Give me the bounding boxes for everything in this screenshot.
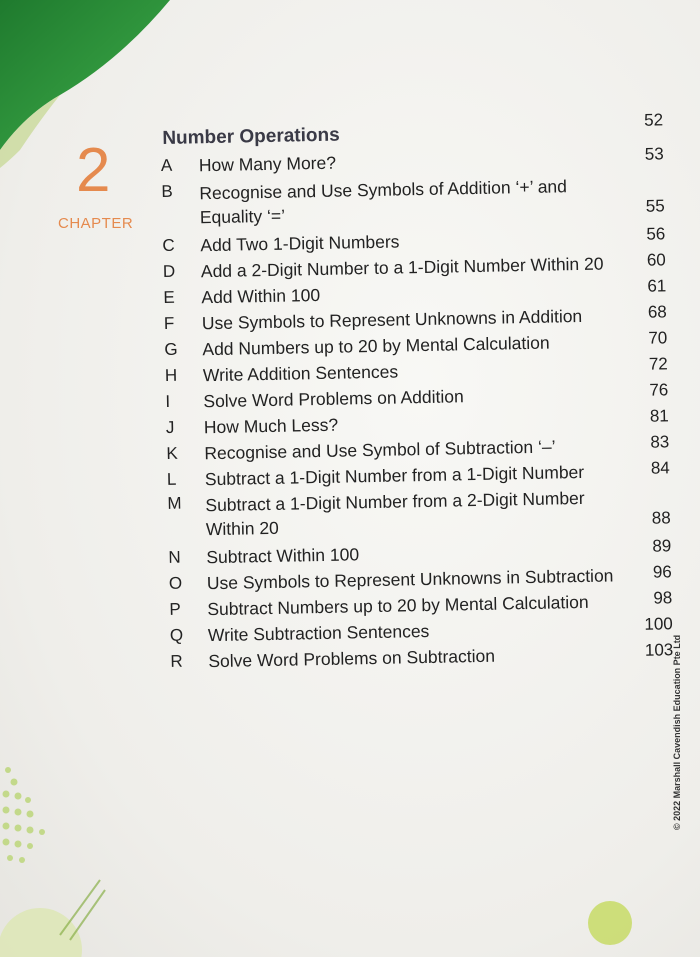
toc-item-letter: G (164, 339, 178, 359)
toc-item-letter: D (162, 261, 176, 281)
toc-item-page: 98 (653, 588, 673, 608)
toc-item[interactable] (167, 484, 673, 546)
toc-item-page: 61 (647, 276, 667, 296)
toc-item-page: 89 (652, 536, 672, 556)
chapter-page-number: 52 (643, 110, 664, 130)
toc-item-title: Subtract Within 100 (206, 544, 360, 568)
toc-item-title: Use Symbols to Represent Unknowns in Subtraction (206, 565, 614, 594)
toc-item-title: Add Within 100 (201, 284, 321, 308)
toc-item-letter: A (160, 155, 173, 175)
toc-item-title: Add Numbers up to 20 by Mental Calculation (202, 332, 550, 360)
toc-item-page: 83 (650, 432, 670, 452)
toc-item-title: Recognise and Use Symbol of Subtraction ‘–’ (204, 436, 556, 464)
toc-item-letter: N (168, 547, 181, 567)
toc-item-title: Write Subtraction Sentences (207, 620, 430, 646)
toc-item-title: How Many More? (198, 152, 337, 176)
toc-item-page: 68 (647, 302, 667, 322)
toc-item-letter: I (165, 391, 171, 411)
toc-item-page: 88 (651, 508, 671, 528)
toc-item-letter: E (163, 287, 175, 307)
toc-item-page: 96 (652, 562, 672, 582)
toc-item-letter: H (164, 365, 178, 385)
copyright-notice: © 2022 Marshall Cavendish Education Pte Ltd (672, 634, 682, 830)
toc-item-page: 53 (644, 144, 664, 164)
toc-item-title: Subtract a 1-Digit Number from a 2-Digit Number Within 20 (205, 487, 585, 540)
toc-item-title: Write Addition Sentences (202, 361, 399, 386)
toc-item-title: Use Symbols to Represent Unknowns in Addition (201, 305, 583, 334)
toc-item-title: Add a 2-Digit Number to a 1-Digit Number Within 20 (200, 253, 604, 282)
toc-item-title: Solve Word Problems on Addition (203, 386, 464, 412)
toc-item-page: 72 (648, 354, 668, 374)
circle-decoration (585, 898, 635, 948)
toc-item-letter: B (161, 181, 173, 201)
toc-item-page: 100 (644, 614, 673, 634)
toc-item-page: 103 (644, 640, 674, 660)
toc-item-letter: Q (169, 625, 184, 645)
toc-item-page: 76 (649, 380, 669, 400)
toc-item-letter: M (167, 493, 182, 513)
toc-item-letter: L (166, 469, 177, 489)
toc-item[interactable] (161, 172, 667, 234)
chapter-title: Number Operations (162, 124, 340, 149)
toc-item-letter: F (163, 313, 175, 333)
chapter-number: 2 (76, 136, 111, 205)
toc-item-title: Add Two 1-Digit Numbers (200, 231, 400, 256)
toc-item-page: 60 (646, 250, 666, 270)
toc-item-title: Recognise and Use Symbols of Addition ‘+’ and Equality ‘=’ (199, 176, 568, 228)
toc-item-letter: K (166, 443, 178, 463)
chapter-label: CHAPTER (58, 215, 134, 232)
dots-decoration (0, 760, 130, 957)
toc-item-title: Solve Word Problems on Subtraction (208, 645, 496, 672)
toc-item-page: 84 (650, 458, 670, 478)
toc-item-title: Subtract Numbers up to 20 by Mental Calculation (207, 591, 589, 620)
toc-item-letter: J (165, 417, 175, 437)
toc-item-page: 70 (648, 328, 668, 348)
table-of-contents (160, 110, 676, 714)
toc-item-letter: R (170, 651, 183, 671)
toc-item-letter: O (168, 573, 183, 593)
toc-item-title: How Much Less? (203, 414, 339, 438)
toc-item-letter: P (169, 599, 181, 619)
toc-item-page: 55 (645, 196, 665, 216)
toc-item-page: 56 (646, 224, 666, 244)
toc-item-page: 81 (649, 406, 669, 426)
toc-item-letter: C (162, 235, 175, 255)
toc-item-title: Subtract a 1-Digit Number from a 1-Digit Number (204, 461, 585, 490)
